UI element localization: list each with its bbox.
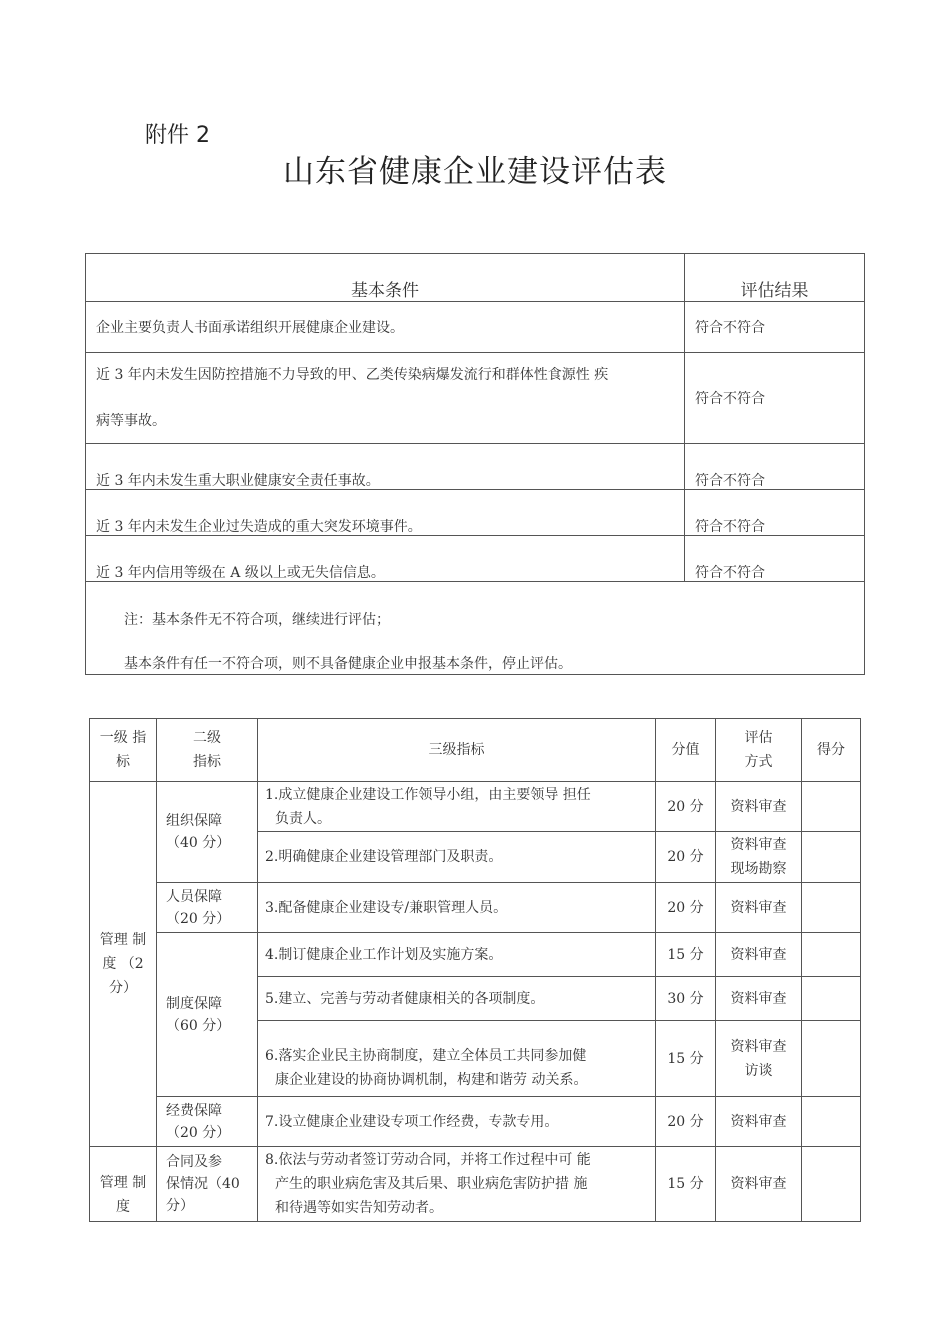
level2-cell-org xyxy=(157,782,258,883)
result-cell: 符合不符合 xyxy=(685,302,865,353)
method-line: 现场勘察 xyxy=(730,861,787,877)
method-line: 访谈 xyxy=(744,1062,773,1079)
indicator-cell xyxy=(258,1147,656,1222)
indicator-line: 1.成立健康企业建设工作领导小组，由主要领导 担任 xyxy=(265,786,591,803)
indicator-cell: 4.制订健康企业工作计划及实施方案。 xyxy=(258,933,656,977)
score-cell: 20 分 xyxy=(656,832,716,883)
level2-line: （40 分） xyxy=(166,835,231,851)
level2-line: （20 分） xyxy=(166,910,231,927)
note-line-1: 注：基本条件无不符合项，继续进行评估； xyxy=(124,612,390,628)
score-cell: 30 分 xyxy=(656,977,716,1021)
level1-line: 度 （2 xyxy=(102,956,144,972)
method-cell: 资料审查 xyxy=(716,1097,802,1147)
method-cell: 资料审查 xyxy=(716,1147,802,1222)
condition-cell xyxy=(86,353,685,444)
score-cell: 15 分 xyxy=(656,933,716,977)
level2-line: 制度保障 xyxy=(166,995,222,1012)
table-row xyxy=(90,933,861,977)
header-line: 一级 指 xyxy=(99,730,147,746)
indicator-line: 8.依法与劳动者签订劳动合同，并将工作过程中可 能 xyxy=(265,1152,591,1168)
indicator-line: 和待遇等如实告知劳动者。 xyxy=(275,1200,443,1216)
table-row xyxy=(86,302,865,353)
level2-line: 合同及参 xyxy=(166,1154,222,1170)
header-line: 标 xyxy=(116,754,130,770)
note-row xyxy=(86,582,865,675)
col-header-method xyxy=(716,719,802,782)
table-row xyxy=(86,353,865,444)
method-cell xyxy=(716,832,802,883)
method-cell: 资料审查 xyxy=(716,883,802,933)
method-cell: 资料审查 xyxy=(716,933,802,977)
note-cell xyxy=(86,582,865,675)
indicator-cell xyxy=(258,782,656,832)
method-cell xyxy=(716,1021,802,1097)
header-line: 二级 xyxy=(193,730,221,746)
table-header-row xyxy=(86,254,865,302)
level2-line: 组织保障 xyxy=(166,813,222,829)
method-cell: 资料审查 xyxy=(716,782,802,832)
level2-line: 经费保障 xyxy=(166,1102,222,1119)
indicator-line: 产生的职业病危害及其后果、职业病危害防护措 施 xyxy=(275,1176,588,1192)
level1-cell xyxy=(90,1147,157,1222)
level2-line: （60 分） xyxy=(166,1017,231,1034)
basic-conditions-table xyxy=(85,253,865,675)
result-cell: 符合不符合 xyxy=(685,536,865,582)
score-cell: 15 分 xyxy=(656,1147,716,1222)
level1-line: 分） xyxy=(109,980,137,996)
got-cell[interactable] xyxy=(802,832,861,883)
level2-line: 保情况（40 xyxy=(166,1176,240,1192)
got-cell[interactable] xyxy=(802,1097,861,1147)
level2-cell-staff xyxy=(157,883,258,933)
indicator-cell xyxy=(258,1021,656,1097)
level2-cell-fund xyxy=(157,1097,258,1147)
indicator-line: 康企业建设的协商协调机制，构建和谐劳 动关系。 xyxy=(275,1072,588,1088)
result-cell: 符合不符合 xyxy=(685,444,865,490)
table-row xyxy=(90,1097,861,1147)
score-cell: 20 分 xyxy=(656,883,716,933)
got-cell[interactable] xyxy=(802,1021,861,1097)
table-row xyxy=(90,883,861,933)
condition-cell: 近 3 年内未发生企业过失造成的重大突发环境事件。 xyxy=(86,490,685,536)
indicator-cell: 2.明确健康企业建设管理部门及职责。 xyxy=(258,832,656,883)
got-cell[interactable] xyxy=(802,782,861,832)
method-line: 资料审查 xyxy=(730,1038,787,1055)
score-cell: 20 分 xyxy=(656,782,716,832)
page-title: 山东省健康企业建设评估表 xyxy=(283,154,667,190)
indicator-cell: 7.设立健康企业建设专项工作经费，专款专用。 xyxy=(258,1097,656,1147)
indicator-text xyxy=(265,1044,645,1092)
table-header-row xyxy=(90,719,861,782)
col-header-result: 评估结果 xyxy=(685,254,865,302)
got-cell[interactable] xyxy=(802,977,861,1021)
result-cell: 符合不符合 xyxy=(685,490,865,536)
condition-cell: 近 3 年内未发生重大职业健康安全责任事故。 xyxy=(86,444,685,490)
indicator-line: 负责人。 xyxy=(275,810,331,827)
table-row xyxy=(90,782,861,832)
condition-line: 病等事故。 xyxy=(96,413,166,429)
result-cell: 符合不符合 xyxy=(685,353,865,444)
level1-line: 管理 制 xyxy=(99,932,147,948)
col-header-score: 分值 xyxy=(656,719,716,782)
header-line: 指标 xyxy=(193,754,221,770)
indicator-text xyxy=(265,783,645,831)
header-line: 方式 xyxy=(744,754,773,770)
method-cell: 资料审查 xyxy=(716,977,802,1021)
score-table xyxy=(89,718,861,1222)
condition-line: 近 3 年内未发生因防控措施不力导致的甲、乙类传染病爆发流行和群体性食源性 疾 xyxy=(96,367,609,383)
condition-cell: 近 3 年内信用等级在 A 级以上或无失信信息。 xyxy=(86,536,685,582)
condition-cell: 企业主要负责人书面承诺组织开展健康企业建设。 xyxy=(86,302,685,353)
got-cell[interactable] xyxy=(802,933,861,977)
level2-line: 分） xyxy=(166,1198,194,1214)
method-line: 资料审查 xyxy=(730,837,787,853)
level2-cell-system xyxy=(157,933,258,1097)
indicator-cell: 3.配备健康企业建设专/兼职管理人员。 xyxy=(258,883,656,933)
level2-cell-contract xyxy=(157,1147,258,1222)
header-line: 评估 xyxy=(744,730,773,746)
level2-line: （20 分） xyxy=(166,1124,231,1141)
col-header-condition: 基本条件 xyxy=(86,254,685,302)
col-header-level2 xyxy=(157,719,258,782)
level2-line: 人员保障 xyxy=(166,888,222,905)
col-header-got: 得分 xyxy=(802,719,861,782)
got-cell[interactable] xyxy=(802,1147,861,1222)
col-header-level3: 三级指标 xyxy=(258,719,656,782)
table-row xyxy=(86,490,865,536)
level1-line: 管理 制 xyxy=(99,1175,147,1191)
attachment-label: 附件 2 xyxy=(145,123,210,148)
got-cell[interactable] xyxy=(802,883,861,933)
table-row xyxy=(86,444,865,490)
level1-cell xyxy=(90,782,157,1147)
score-cell: 20 分 xyxy=(656,1097,716,1147)
table-row xyxy=(90,1147,861,1222)
indicator-text xyxy=(265,1148,645,1220)
indicator-cell: 5.建立、完善与劳动者健康相关的各项制度。 xyxy=(258,977,656,1021)
table-row xyxy=(86,536,865,582)
level1-line: 度 xyxy=(116,1199,130,1215)
indicator-line: 6.落实企业民主协商制度，建立全体员工共同参加健 xyxy=(265,1048,587,1064)
note-line-2: 基本条件有任一不符合项，则不具备健康企业申报基本条件，停止评估。 xyxy=(124,656,572,672)
score-cell: 15 分 xyxy=(656,1021,716,1097)
col-header-level1 xyxy=(90,719,157,782)
